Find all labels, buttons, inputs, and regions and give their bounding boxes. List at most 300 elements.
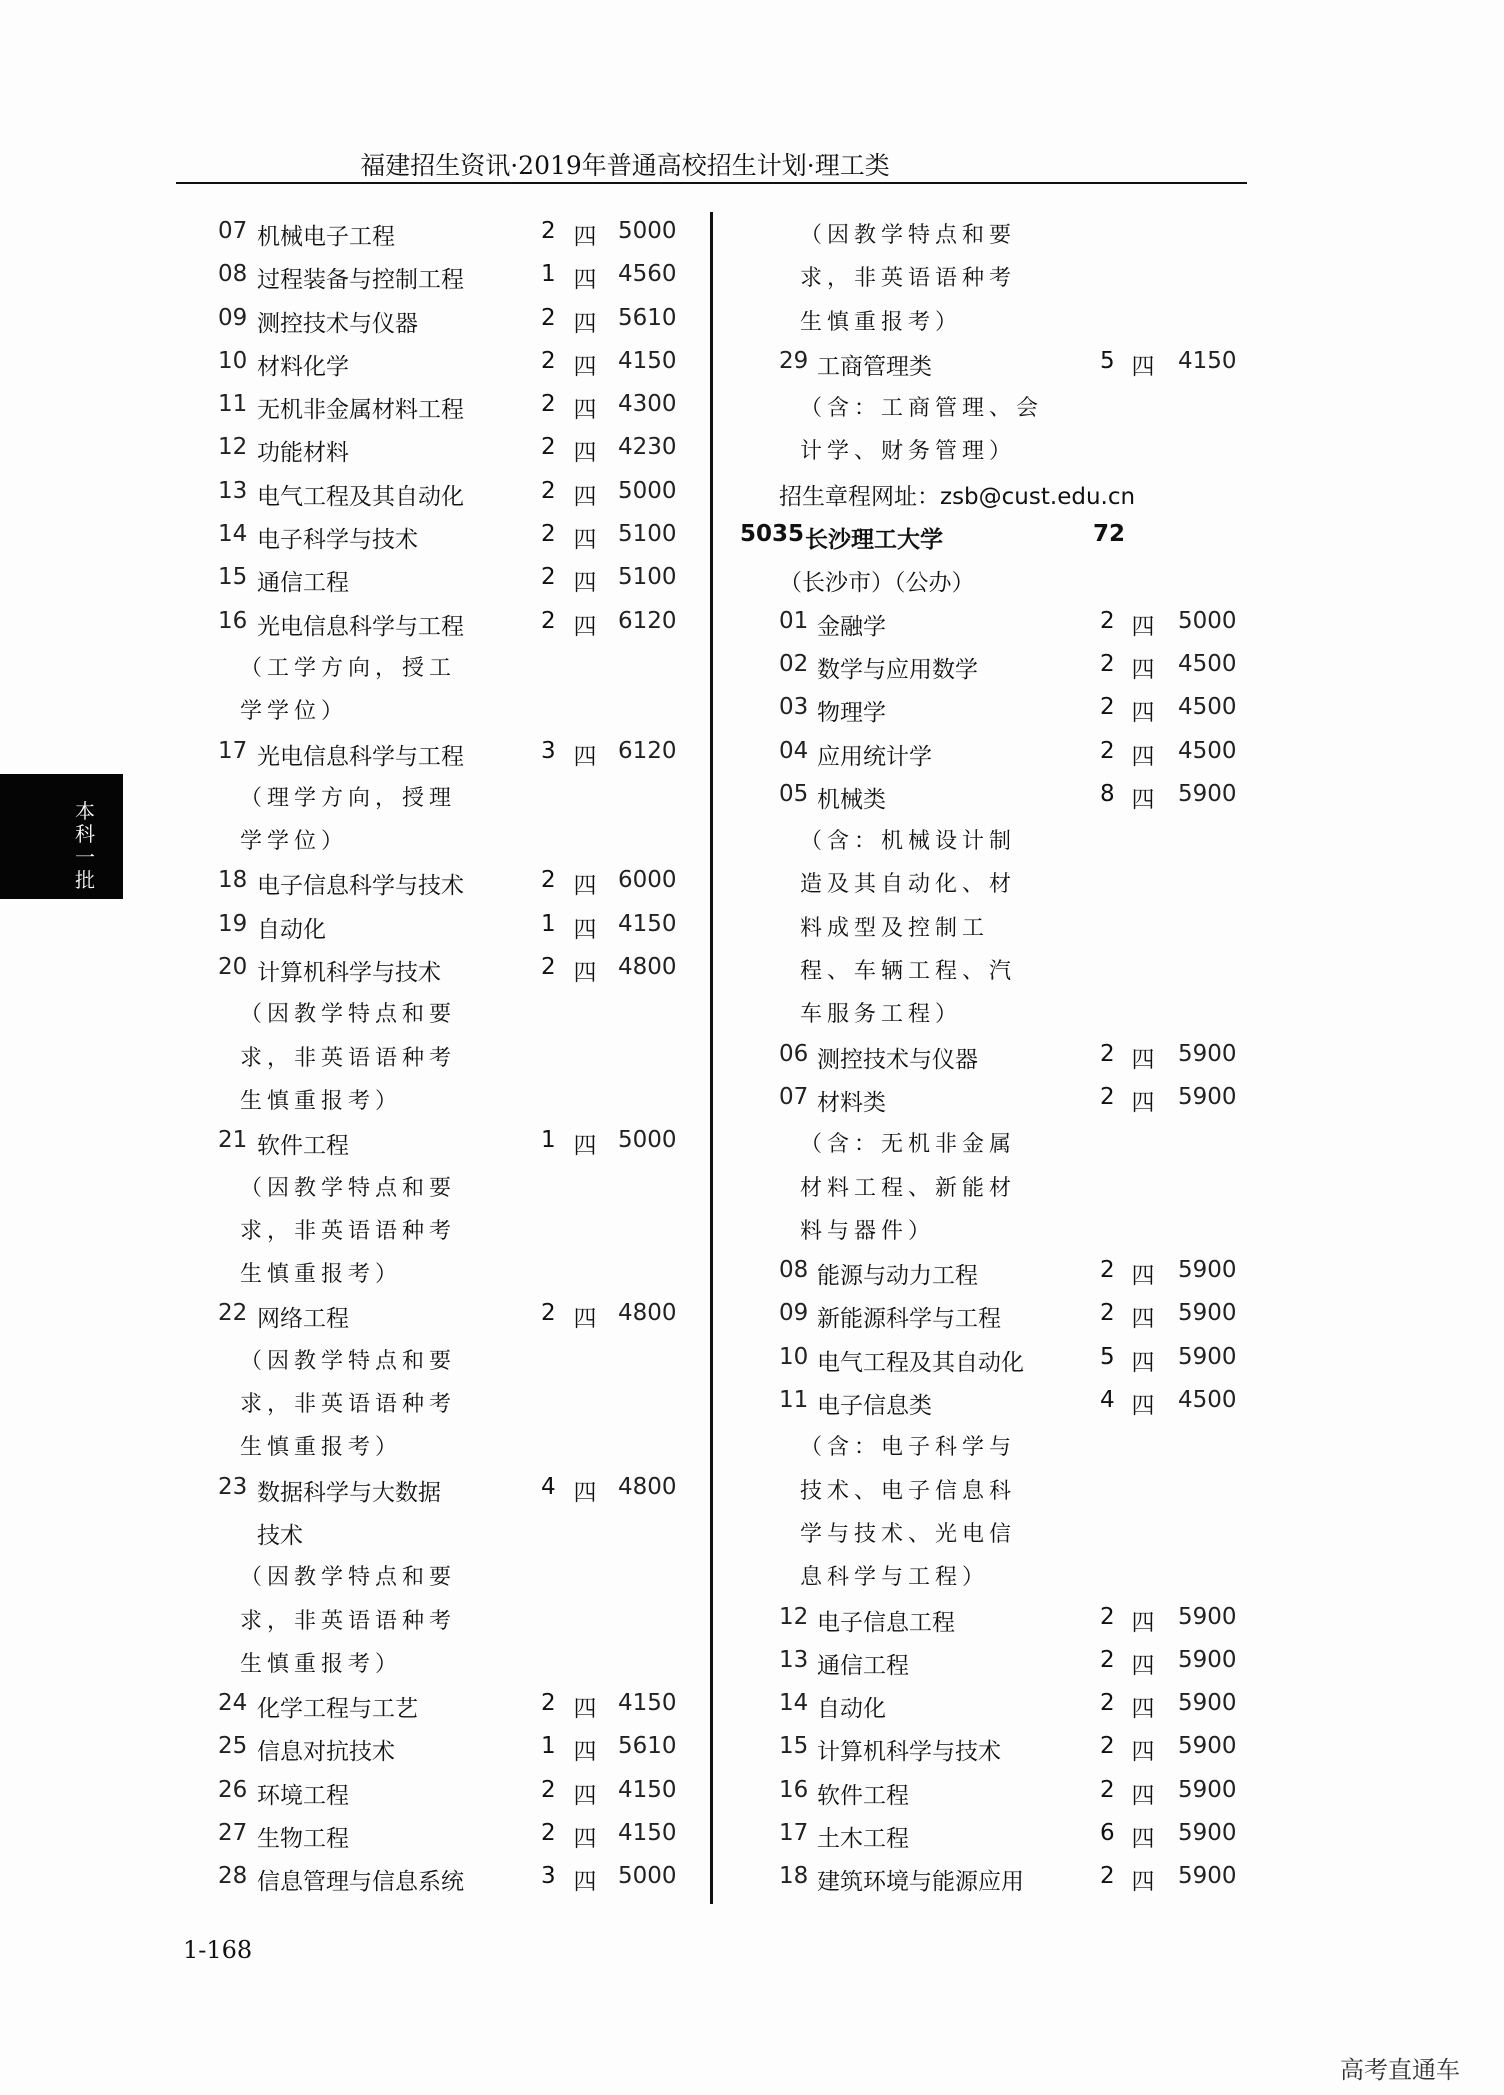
- note-text: 息科学与工程）: [800, 1565, 990, 1591]
- major-row: [720, 686, 1280, 729]
- major-note: [720, 989, 1280, 1032]
- major-code: 15: [779, 1733, 809, 1760]
- major-note: [0, 1249, 700, 1292]
- major-name: 工商管理类: [817, 353, 932, 380]
- tuition-fee: 5900: [1178, 1083, 1237, 1110]
- major-name: 物理学: [817, 700, 886, 727]
- university-row: [720, 513, 1280, 556]
- major-code: 17: [779, 1819, 809, 1846]
- note-text: （含：无机非金属: [800, 1132, 1017, 1158]
- major-row: [720, 1033, 1280, 1076]
- major-name: 环境工程: [257, 1782, 349, 1809]
- major-name: 电子科学与技术: [257, 527, 418, 554]
- major-row: [0, 1725, 700, 1768]
- major-note: [720, 383, 1280, 426]
- study-years: 四: [1131, 1393, 1155, 1420]
- right-column: [720, 210, 1280, 1899]
- study-years: 四: [1131, 1652, 1155, 1679]
- note-text: 求，非英语语种考: [240, 1218, 457, 1244]
- note-text: 学学位）: [240, 699, 349, 725]
- study-years: 四: [1131, 1696, 1155, 1723]
- major-name: 无机非金属材料工程: [257, 397, 464, 424]
- study-years: 四: [573, 1825, 597, 1852]
- admission-url: 招生章程网址：zsb@cust.edu.cn: [779, 483, 1136, 510]
- study-years: 四: [573, 1782, 597, 1809]
- major-code: 11: [779, 1387, 809, 1414]
- tuition-fee: 5610: [618, 304, 677, 331]
- note-text: 料与器件）: [800, 1218, 936, 1244]
- plan-count: 2: [541, 954, 556, 981]
- note-text: （含：电子科学与: [800, 1435, 1017, 1461]
- plan-count: 2: [1100, 650, 1115, 677]
- plan-count: 2: [541, 477, 556, 504]
- note-text: 学学位）: [240, 829, 349, 855]
- study-years: 四: [1131, 1609, 1155, 1636]
- major-code: 10: [218, 347, 248, 374]
- tuition-fee: 4150: [618, 910, 677, 937]
- plan-count: 1: [541, 1733, 556, 1760]
- major-name: 软件工程: [257, 1133, 349, 1160]
- tuition-fee: 4150: [618, 1690, 677, 1717]
- major-code: 14: [218, 521, 248, 548]
- study-years: 四: [573, 613, 597, 640]
- major-row: [0, 1119, 700, 1162]
- note-text: 求，非英语语种考: [240, 1608, 457, 1634]
- major-code: 18: [779, 1863, 809, 1890]
- plan-count: 2: [1100, 1776, 1115, 1803]
- major-code: 03: [779, 694, 809, 721]
- study-years: 四: [1131, 1349, 1155, 1376]
- study-years: 四: [1131, 1869, 1155, 1896]
- plan-count: 1: [541, 910, 556, 937]
- tuition-fee: 4800: [618, 1473, 677, 1500]
- major-name-continuation: [0, 1509, 700, 1552]
- tuition-fee: 4500: [1178, 1387, 1237, 1414]
- major-row: [720, 1855, 1280, 1898]
- plan-count: 2: [1100, 1603, 1115, 1630]
- major-note: [0, 1422, 700, 1465]
- major-code: 13: [779, 1646, 809, 1673]
- study-years: 四: [1131, 743, 1155, 770]
- major-note: [720, 1466, 1280, 1509]
- plan-count: 2: [1100, 607, 1115, 634]
- page-header-title: 福建招生资讯·2019年普通高校招生计划·理工类: [360, 151, 890, 180]
- major-row: [0, 513, 700, 556]
- major-code: 25: [218, 1733, 248, 1760]
- major-note: [0, 1596, 700, 1639]
- major-row: [0, 600, 700, 643]
- major-name-continued: 技术: [257, 1522, 303, 1549]
- major-name: 材料化学: [257, 353, 349, 380]
- plan-count: 2: [541, 564, 556, 591]
- major-note: [0, 1379, 700, 1422]
- major-code: 18: [218, 867, 248, 894]
- major-note: [720, 1422, 1280, 1465]
- major-row: [0, 470, 700, 513]
- study-years: 四: [1131, 1739, 1155, 1766]
- major-name: 通信工程: [257, 570, 349, 597]
- major-note: [0, 643, 700, 686]
- plan-count: 2: [541, 391, 556, 418]
- major-row: [720, 1725, 1280, 1768]
- tuition-fee: 4500: [1178, 650, 1237, 677]
- plan-count: 2: [1100, 1257, 1115, 1284]
- major-name: 材料类: [817, 1089, 886, 1116]
- university-name: 长沙理工大学: [805, 527, 943, 554]
- major-code: 27: [218, 1819, 248, 1846]
- major-code: 16: [779, 1776, 809, 1803]
- tuition-fee: 5900: [1178, 1343, 1237, 1370]
- major-name: 生物工程: [257, 1825, 349, 1852]
- major-row: [0, 383, 700, 426]
- major-code: 08: [779, 1257, 809, 1284]
- tuition-fee: 5900: [1178, 1257, 1237, 1284]
- major-note: [0, 1076, 700, 1119]
- major-note: [720, 426, 1280, 469]
- note-text: （因教学特点和要: [800, 223, 1017, 248]
- plan-count: 3: [541, 737, 556, 764]
- major-row: [720, 643, 1280, 686]
- major-note: [720, 859, 1280, 902]
- major-name: 电子信息工程: [817, 1609, 955, 1636]
- major-code: 23: [218, 1473, 248, 1500]
- major-note: [720, 297, 1280, 340]
- tuition-fee: 5900: [1178, 1863, 1237, 1890]
- study-years: 四: [1131, 613, 1155, 640]
- plan-count: 1: [541, 261, 556, 288]
- tuition-fee: 5900: [1178, 1603, 1237, 1630]
- major-name: 电子信息科学与技术: [257, 873, 464, 900]
- plan-count: 5: [1100, 347, 1115, 374]
- major-code: 11: [218, 391, 248, 418]
- plan-count: 2: [1100, 1083, 1115, 1110]
- tuition-fee: 5000: [618, 1863, 677, 1890]
- study-years: 四: [573, 960, 597, 987]
- study-years: 四: [573, 1869, 597, 1896]
- study-years: 四: [573, 440, 597, 467]
- major-code: 04: [779, 737, 809, 764]
- plan-count: 2: [1100, 1863, 1115, 1890]
- plan-count: 2: [541, 1690, 556, 1717]
- major-row: [0, 297, 700, 340]
- study-years: 四: [1131, 1825, 1155, 1852]
- major-name: 功能材料: [257, 440, 349, 467]
- major-row: [0, 556, 700, 599]
- note-text: （含：机械设计制: [800, 829, 1017, 855]
- note-text: 程、车辆工程、汽: [800, 959, 1017, 985]
- study-years: 四: [1131, 1263, 1155, 1290]
- plan-count: 2: [541, 304, 556, 331]
- major-code: 07: [779, 1083, 809, 1110]
- tuition-fee: 4560: [618, 261, 677, 288]
- major-name: 金融学: [817, 613, 886, 640]
- major-row: [0, 946, 700, 989]
- major-code: 13: [218, 477, 248, 504]
- major-row: [0, 426, 700, 469]
- major-name: 机械类: [817, 786, 886, 813]
- major-code: 19: [218, 910, 248, 937]
- major-name: 电气工程及其自动化: [257, 483, 464, 510]
- column-divider: [710, 212, 713, 1904]
- major-name: 软件工程: [817, 1782, 909, 1809]
- major-row: [0, 1855, 700, 1898]
- plan-count: 2: [1100, 737, 1115, 764]
- plan-count: 2: [541, 1819, 556, 1846]
- major-note: [0, 1336, 700, 1379]
- note-text: （含：工商管理、会: [800, 396, 1044, 422]
- admission-url-row: [720, 470, 1280, 513]
- plan-count: 4: [1100, 1387, 1115, 1414]
- tuition-fee: 4300: [618, 391, 677, 418]
- major-note: [720, 1163, 1280, 1206]
- major-code: 12: [218, 434, 248, 461]
- major-row: [720, 600, 1280, 643]
- plan-count: 2: [541, 1300, 556, 1327]
- tuition-fee: 4500: [1178, 737, 1237, 764]
- tuition-fee: 4800: [618, 954, 677, 981]
- tuition-fee: 6120: [618, 737, 677, 764]
- study-years: 四: [573, 1739, 597, 1766]
- plan-count: 2: [541, 1776, 556, 1803]
- major-note: [0, 816, 700, 859]
- note-text: 生慎重报考）: [240, 1088, 403, 1114]
- section-side-tab-label: 本科一批: [75, 799, 95, 892]
- study-years: 四: [1131, 1089, 1155, 1116]
- major-note: [720, 1206, 1280, 1249]
- note-text: 生慎重报考）: [240, 1262, 403, 1288]
- note-text: （因教学特点和要: [240, 1565, 457, 1591]
- tuition-fee: 5900: [1178, 1733, 1237, 1760]
- major-code: 17: [218, 737, 248, 764]
- study-years: 四: [573, 527, 597, 554]
- plan-count: 2: [1100, 1300, 1115, 1327]
- tuition-fee: 4800: [618, 1300, 677, 1327]
- major-code: 06: [779, 1040, 809, 1067]
- major-code: 09: [218, 304, 248, 331]
- tuition-fee: 4150: [618, 1819, 677, 1846]
- plan-count: 4: [541, 1473, 556, 1500]
- study-years: 四: [573, 397, 597, 424]
- major-name: 网络工程: [257, 1306, 349, 1333]
- major-name: 建筑环境与能源应用: [817, 1869, 1024, 1896]
- note-text: （因教学特点和要: [240, 1175, 457, 1201]
- tuition-fee: 4150: [618, 1776, 677, 1803]
- major-name: 测控技术与仪器: [257, 310, 418, 337]
- major-row: [720, 773, 1280, 816]
- major-code: 26: [218, 1776, 248, 1803]
- major-row: [720, 730, 1280, 773]
- major-row: [0, 1769, 700, 1812]
- major-note: [720, 210, 1280, 253]
- major-row: [0, 1812, 700, 1855]
- study-years: 四: [573, 483, 597, 510]
- major-code: 09: [779, 1300, 809, 1327]
- university-total: 72: [1093, 521, 1126, 548]
- major-code: 08: [218, 261, 248, 288]
- note-text: （因教学特点和要: [240, 1348, 457, 1374]
- note-text: 求，非英语语种考: [800, 266, 1017, 292]
- major-row: [0, 1466, 700, 1509]
- study-years: 四: [1131, 1306, 1155, 1333]
- major-code: 02: [779, 650, 809, 677]
- study-years: 四: [1131, 786, 1155, 813]
- major-row: [720, 1249, 1280, 1292]
- major-note: [0, 686, 700, 729]
- note-text: 计学、财务管理）: [800, 439, 1017, 465]
- plan-count: 2: [1100, 1040, 1115, 1067]
- note-text: （理学方向，授理: [240, 785, 457, 811]
- major-code: 14: [779, 1690, 809, 1717]
- major-row: [720, 1812, 1280, 1855]
- major-code: 24: [218, 1690, 248, 1717]
- note-text: 求，非英语语种考: [240, 1045, 457, 1071]
- major-name: 机械电子工程: [257, 224, 395, 250]
- major-code: 12: [779, 1603, 809, 1630]
- major-name: 数学与应用数学: [817, 656, 978, 683]
- study-years: 四: [1131, 1046, 1155, 1073]
- tuition-fee: 5900: [1178, 1040, 1237, 1067]
- note-text: 技术、电子信息科: [800, 1478, 1017, 1504]
- major-code: 15: [218, 564, 248, 591]
- note-text: 学与技术、光电信: [800, 1521, 1017, 1547]
- major-name: 信息对抗技术: [257, 1739, 395, 1766]
- major-name: 过程装备与控制工程: [257, 267, 464, 294]
- major-code: 21: [218, 1127, 248, 1154]
- major-name: 化学工程与工艺: [257, 1696, 418, 1723]
- major-name: 数据科学与大数据: [257, 1479, 441, 1506]
- study-years: 四: [1131, 1782, 1155, 1809]
- major-row: [0, 730, 700, 773]
- tuition-fee: 6000: [618, 867, 677, 894]
- note-text: （因教学特点和要: [240, 1002, 457, 1028]
- major-name: 自动化: [257, 916, 326, 943]
- tuition-fee: 5900: [1178, 1819, 1237, 1846]
- major-row: [0, 1682, 700, 1725]
- left-column: [0, 210, 700, 1899]
- major-name: 光电信息科学与工程: [257, 613, 464, 640]
- study-years: 四: [573, 224, 597, 250]
- major-row: [720, 1076, 1280, 1119]
- major-row: [0, 210, 700, 253]
- plan-count: 2: [1100, 1646, 1115, 1673]
- plan-count: 2: [541, 347, 556, 374]
- note-text: 造及其自动化、材: [800, 872, 1017, 898]
- major-code: 20: [218, 954, 248, 981]
- plan-count: 1: [541, 1127, 556, 1154]
- major-name: 电子信息类: [817, 1393, 932, 1420]
- note-text: 生慎重报考）: [240, 1651, 403, 1677]
- tuition-fee: 4150: [1178, 347, 1237, 374]
- major-row: [720, 1639, 1280, 1682]
- tuition-fee: 5900: [1178, 1646, 1237, 1673]
- major-name: 计算机科学与技术: [257, 960, 441, 987]
- university-location-text: （长沙市）（公办）: [779, 570, 975, 597]
- header-rule: [176, 182, 1247, 184]
- major-code: 22: [218, 1300, 248, 1327]
- major-note: [0, 1206, 700, 1249]
- major-row: [720, 1379, 1280, 1422]
- major-note: [720, 816, 1280, 859]
- major-code: 16: [218, 607, 248, 634]
- major-note: [720, 903, 1280, 946]
- note-text: 求，非英语语种考: [240, 1392, 457, 1418]
- major-note: [720, 1509, 1280, 1552]
- major-code: 05: [779, 780, 809, 807]
- tuition-fee: 5000: [1178, 607, 1237, 634]
- note-text: 车服务工程）: [800, 1002, 963, 1028]
- study-years: 四: [573, 1696, 597, 1723]
- major-name: 土木工程: [817, 1825, 909, 1852]
- major-note: [0, 989, 700, 1032]
- major-row: [720, 1596, 1280, 1639]
- page-number: 1-168: [183, 1936, 253, 1964]
- major-name: 电气工程及其自动化: [817, 1349, 1024, 1376]
- plan-count: 2: [541, 867, 556, 894]
- tuition-fee: 4230: [618, 434, 677, 461]
- major-code: 28: [218, 1863, 248, 1890]
- tuition-fee: 5000: [618, 1127, 677, 1154]
- major-row: [0, 340, 700, 383]
- major-name: 自动化: [817, 1696, 886, 1723]
- major-row: [720, 340, 1280, 383]
- tuition-fee: 5900: [1178, 1300, 1237, 1327]
- major-note: [0, 1033, 700, 1076]
- tuition-fee: 5000: [618, 477, 677, 504]
- note-text: 材料工程、新能材: [800, 1175, 1017, 1201]
- study-years: 四: [573, 743, 597, 770]
- major-name: 能源与动力工程: [817, 1263, 978, 1290]
- plan-count: 3: [541, 1863, 556, 1890]
- study-years: 四: [573, 570, 597, 597]
- major-row: [720, 1292, 1280, 1335]
- study-years: 四: [573, 1133, 597, 1160]
- tuition-fee: 4150: [618, 347, 677, 374]
- note-text: （工学方向，授工: [240, 655, 457, 681]
- tuition-fee: 5100: [618, 564, 677, 591]
- study-years: 四: [573, 1479, 597, 1506]
- major-name: 测控技术与仪器: [817, 1046, 978, 1073]
- major-name: 通信工程: [817, 1652, 909, 1679]
- tuition-fee: 5100: [618, 521, 677, 548]
- major-code: 10: [779, 1343, 809, 1370]
- major-name: 新能源科学与工程: [817, 1306, 1001, 1333]
- study-years: 四: [573, 1306, 597, 1333]
- major-name: 计算机科学与技术: [817, 1739, 1001, 1766]
- major-note: [720, 253, 1280, 296]
- plan-count: 2: [1100, 1733, 1115, 1760]
- watermark-text: 高考直通车: [1340, 2056, 1460, 2084]
- major-note: [720, 946, 1280, 989]
- plan-count: 8: [1100, 780, 1115, 807]
- university-location: [720, 556, 1280, 599]
- study-years: 四: [1131, 656, 1155, 683]
- major-note: [0, 1639, 700, 1682]
- tuition-fee: 5900: [1178, 780, 1237, 807]
- major-code: 07: [218, 218, 248, 244]
- major-name: 光电信息科学与工程: [257, 743, 464, 770]
- study-years: 四: [573, 267, 597, 294]
- major-note: [720, 1552, 1280, 1595]
- plan-count: 5: [1100, 1343, 1115, 1370]
- tuition-fee: 4500: [1178, 694, 1237, 721]
- plan-count: 6: [1100, 1819, 1115, 1846]
- major-note: [0, 773, 700, 816]
- tuition-fee: 5900: [1178, 1690, 1237, 1717]
- study-years: 四: [573, 873, 597, 900]
- major-row: [0, 1292, 700, 1335]
- major-row: [720, 1682, 1280, 1725]
- major-row: [0, 253, 700, 296]
